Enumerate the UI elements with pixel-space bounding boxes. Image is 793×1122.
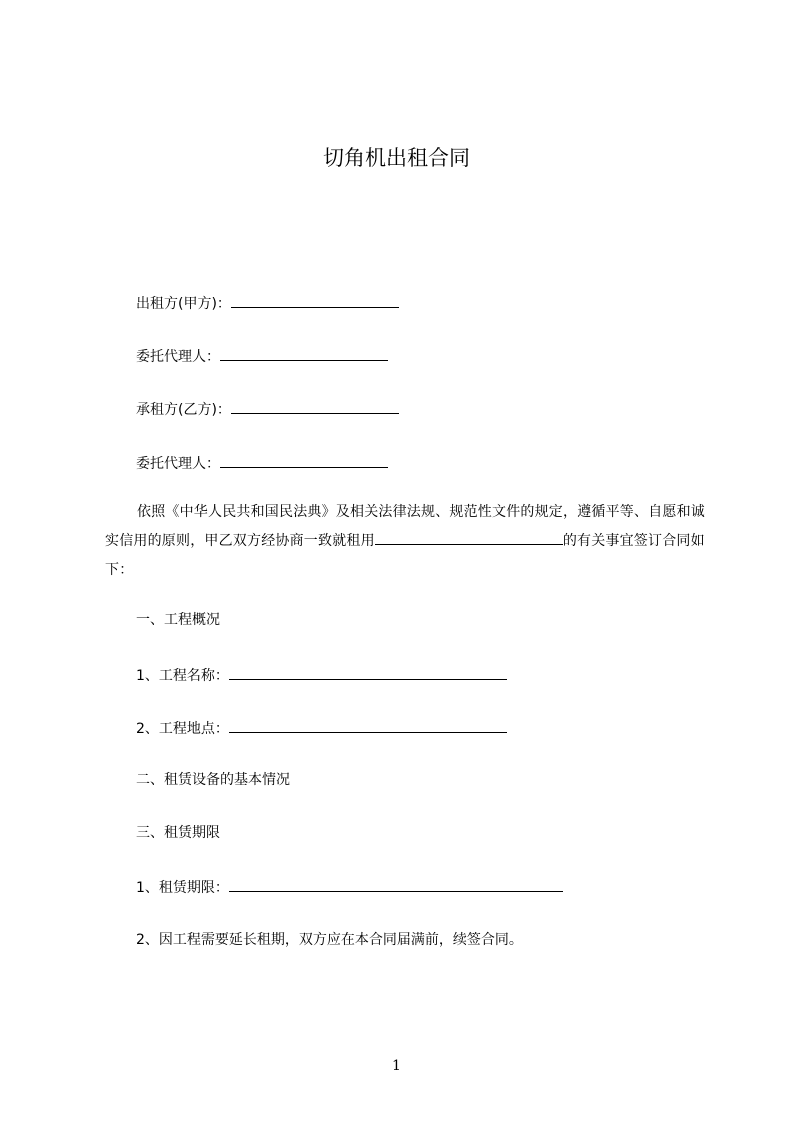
intro-text-before: 依照《中华人民共和国民法典》及相关法律法规、规范性文件的规定，遵循平等、自愿和诚实信用的原则，甲乙双方经协商一致就租用: [105, 504, 705, 549]
project-name-blank[interactable]: [229, 664, 507, 680]
lessee-agent-label: 委托代理人：: [136, 456, 220, 472]
intro-text-after: 的有关事宜签订合同如下：: [105, 533, 705, 578]
project-location-label: 2、工程地点：: [136, 721, 229, 737]
lessor-label: 出租方(甲方)：: [136, 296, 231, 312]
section-2-heading: 二、租赁设备的基本情况: [136, 772, 290, 788]
lessee-label: 承租方(乙方)：: [136, 402, 231, 418]
section-1-heading: 一、工程概况: [136, 612, 220, 628]
lessor-agent-blank[interactable]: [220, 345, 388, 361]
section-3-heading: 三、租赁期限: [136, 825, 220, 841]
lease-term-label: 1、租赁期限：: [136, 880, 229, 896]
project-location-field: [136, 717, 507, 739]
lessee-agent-field: [136, 452, 388, 474]
project-location-blank[interactable]: [229, 717, 507, 733]
lessee-agent-blank[interactable]: [220, 452, 388, 468]
lease-extension-clause: 2、因工程需要延长租期，双方应在本合同届满前，续签合同。: [136, 932, 523, 948]
lease-term-blank[interactable]: [229, 876, 563, 892]
lessee-field: [136, 398, 399, 420]
lessee-blank[interactable]: [231, 398, 399, 414]
lease-term-field: [136, 876, 563, 898]
rental-item-blank[interactable]: [375, 529, 563, 545]
lessor-agent-label: 委托代理人：: [136, 349, 220, 365]
page-number: 1: [392, 1058, 401, 1074]
project-name-label: 1、工程名称：: [136, 668, 229, 684]
document-title: 切角机出租合同: [323, 146, 470, 170]
intro-paragraph: [105, 498, 717, 585]
lessor-field: [136, 292, 399, 314]
lessor-agent-field: [136, 345, 388, 367]
lessor-blank[interactable]: [231, 292, 399, 308]
project-name-field: [136, 664, 507, 686]
